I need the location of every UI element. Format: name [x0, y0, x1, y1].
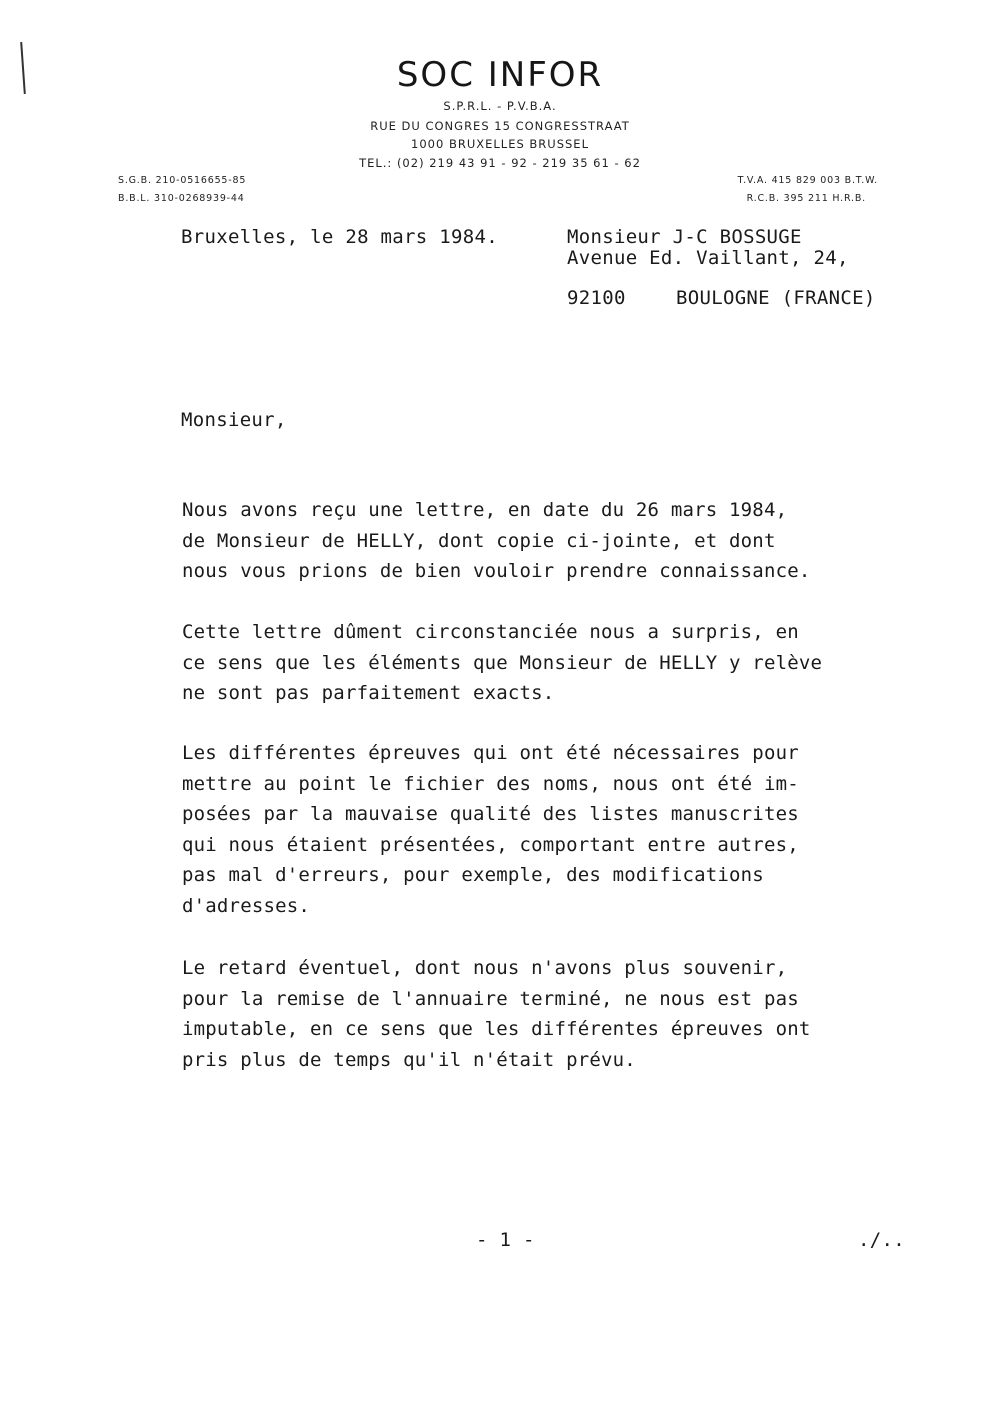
- paragraph-line: Cette lettre dûment circonstanciée nous a surpris, en: [182, 621, 799, 643]
- letter-date: Bruxelles, le 28 mars 1984.: [181, 226, 498, 248]
- company-phone: TEL.: (02) 219 43 91 - 92 - 219 35 61 - 62: [359, 156, 641, 170]
- paragraph-line: imputable, en ce sens que les différentes épreuves ont: [182, 1018, 811, 1041]
- rcb-ref: R.C.B. 395 211 H.R.B.: [746, 193, 866, 204]
- paragraph-line: ne sont pas parfaitement exacts.: [182, 682, 555, 705]
- company-name: SOC INFOR: [396, 55, 604, 95]
- paragraph-line: pour la remise de l'annuaire terminé, ne nous est pas: [182, 987, 799, 1010]
- paragraph-line: Les différentes épreuves qui ont été nécessaires pour: [182, 742, 799, 764]
- page-number: - 1 -: [476, 1229, 535, 1251]
- legal-form: S.P.R.L. - P.V.B.A.: [443, 99, 557, 113]
- company-street: RUE DU CONGRES 15 CONGRESSTRAAT: [370, 119, 630, 133]
- company-city: 1000 BRUXELLES BRUSSEL: [411, 137, 589, 151]
- paragraph-line: qui nous étaient présentées, comportant entre autres,: [182, 833, 799, 856]
- paragraph-line: d'adresses.: [182, 894, 311, 917]
- recipient-name: Monsieur J-C BOSSUGE: [567, 226, 802, 248]
- paragraph-line: pas mal d'erreurs, pour exemple, des modifications: [182, 864, 764, 887]
- recipient-postcode: 92100: [567, 287, 626, 309]
- paragraph-4: [182, 953, 862, 1075]
- paragraph-line: mettre au point le fichier des noms, nous ont été im-: [182, 772, 799, 795]
- paragraph-3: [182, 738, 862, 922]
- paragraph-line: pris plus de temps qu'il n'était prévu.: [182, 1048, 636, 1071]
- salutation: Monsieur,: [181, 409, 287, 431]
- bank-ref-bbl: B.B.L. 310-0268939-44: [118, 193, 245, 204]
- vat-ref: T.V.A. 415 829 003 B.T.W.: [737, 175, 878, 186]
- paragraph-line: ce sens que les éléments que Monsieur de HELLY y relève: [182, 651, 823, 674]
- continued-mark: ./..: [858, 1229, 905, 1251]
- recipient-city: BOULOGNE (FRANCE): [676, 287, 876, 309]
- paragraph-2: [182, 617, 862, 709]
- bank-ref-sgb: S.G.B. 210-0516655-85: [118, 175, 247, 186]
- paragraph-line: Le retard éventuel, dont nous n'avons plus souvenir,: [182, 957, 788, 979]
- paragraph-line: posées par la mauvaise qualité des listes manuscrites: [182, 803, 799, 826]
- paragraph-line: de Monsieur de HELLY, dont copie ci-jointe, et dont: [182, 529, 776, 552]
- paragraph-line: nous vous prions de bien vouloir prendre connaissance.: [182, 560, 811, 583]
- recipient-street: Avenue Ed. Vaillant, 24,: [567, 247, 849, 269]
- paragraph-line: Nous avons reçu une lettre, en date du 26 mars 1984,: [182, 499, 788, 521]
- paragraph-1: [182, 495, 862, 587]
